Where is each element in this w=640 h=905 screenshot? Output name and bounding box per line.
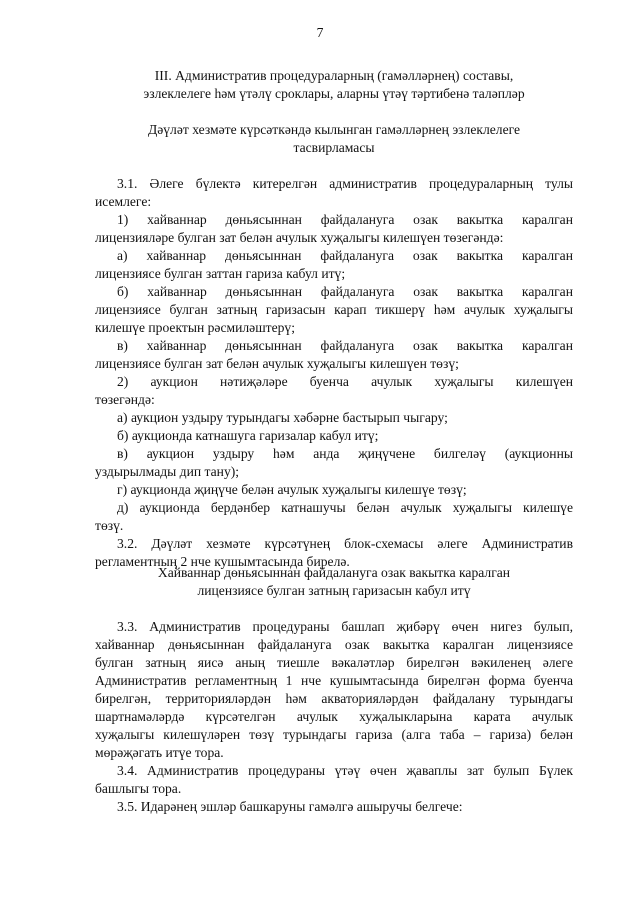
paragraph-line: 3.1. Әлеге бүлектә китерелгән административ процедураларның тулы xyxy=(117,176,573,191)
paragraph-line: булган затның яисә аның тиешле вәкаләтләр бирелгән вәкиленең әлеге xyxy=(95,655,573,670)
subtitle-line: тасвирламасы xyxy=(293,140,375,155)
paragraph-line: төзегәндә: xyxy=(95,392,155,407)
subtitle-line: Дәүләт хезмәте күрсәткәндә кылынган гамәлләрнең эзлеклелеге xyxy=(147,122,521,137)
paragraph xyxy=(95,283,573,337)
paragraph-line: лицензиясе булган заттан гариза кабул итү; xyxy=(95,266,346,281)
paragraph-line: 2) аукцион нәтиҗәләре буенча ачулык хуҗалыгы килешүен xyxy=(117,374,573,389)
subtitle-line: Хайваннар дөньясыннан файдалануга озак вакытка каралган xyxy=(157,565,511,580)
paragraph xyxy=(95,373,573,409)
paragraph-line: мөрәҗәгать итүе тора. xyxy=(95,745,224,760)
paragraph xyxy=(95,427,573,445)
paragraph-line: лицензиясе булган затның гаризасын карап тикшерү һәм ачулык хуҗалыгы xyxy=(95,302,573,317)
paragraph-line: а) хайваннар дөньясыннан файдалануга озак вакытка каралган xyxy=(117,248,573,263)
section-title xyxy=(95,67,573,103)
paragraph xyxy=(95,798,573,816)
paragraph-line: шартнамәләрдә күрсәтелгән ачулык хуҗалыкларына карата ачулык xyxy=(95,709,573,724)
paragraph xyxy=(95,337,573,373)
paragraph-line: 3.3. Административ процедураны башлап җибәрү өчен нигез булып, xyxy=(117,619,573,634)
paragraph xyxy=(95,499,573,535)
paragraph-line: хуҗалыгы килешүләрен төзү турындагы гариза (алга таба – гариза) белән xyxy=(95,727,573,742)
body-text-2 xyxy=(95,618,573,816)
paragraph-line: б) аукционда катнашуга гаризалар кабул итү; xyxy=(117,428,379,443)
paragraph-line: 3.5. Идарәнең эшләр башкаруны гамәлгә ашыручы белгече: xyxy=(117,799,463,814)
paragraph-line: Административ регламентның 1 нче кушымтасында бирелгән форма буенча xyxy=(95,673,573,688)
section-title-line: III. Административ процедураларның (гамәлләрнең) составы, xyxy=(154,68,514,83)
paragraph-line: килешүе проектын рәсмиләштерү; xyxy=(95,320,296,335)
paragraph-line: исемлеге: xyxy=(95,194,152,209)
paragraph-line: б) хайваннар дөньясыннан файдалануга озак вакытка каралган xyxy=(117,284,573,299)
paragraph-line: 3.4. Административ процедураны үтәү өчен җаваплы зат булып Бүлек xyxy=(117,763,573,778)
paragraph-line: башлыгы тора. xyxy=(95,781,182,796)
paragraph xyxy=(95,211,573,247)
paragraph-line: төзү. xyxy=(95,518,124,533)
paragraph xyxy=(95,481,573,499)
paragraph-line: хайваннар дөньясыннан файдалануга озак вакытка каралган лицензиясе xyxy=(95,637,573,652)
paragraph xyxy=(95,175,573,211)
subtitle-line: лицензиясе булган затның гаризасын кабул итү xyxy=(197,583,471,598)
subtitle xyxy=(95,121,573,157)
paragraph xyxy=(95,247,573,283)
section-title-line: эзлеклелеге һәм үтәлү сроклары, аларны үтәү тәртибенә таләпләр xyxy=(143,86,525,101)
paragraph-line: в) хайваннар дөньясыннан файдалануга озак вакытка каралган xyxy=(117,338,573,353)
paragraph xyxy=(95,409,573,427)
paragraph-line: 1) хайваннар дөньясыннан файдалануга озак вакытка каралган xyxy=(117,212,573,227)
paragraph-line: а) аукцион уздыру турындагы хәбәрне бастырып чыгару; xyxy=(117,410,448,425)
paragraph-line: г) аукционда җиңүче белән ачулык хуҗалыгы килешүе төзү; xyxy=(117,482,467,497)
paragraph-line: д) аукционда бердәнбер катнашучы белән ачулык хуҗалыгы килешүе xyxy=(117,500,573,515)
paragraph-line: лицензияләре булган зат белән ачулык хуҗалыгы килешүен төзегәндә: xyxy=(95,230,504,245)
paragraph-line: уздырылмады дип тану); xyxy=(95,464,240,479)
paragraph-line: бирелгән, территорияләрдән һәм акваторияләрдән файдалану турындагы xyxy=(95,691,573,706)
paragraph xyxy=(95,445,573,481)
paragraph-line: регламентның 2 нче кушымтасында бирелә. xyxy=(95,554,350,569)
paragraph xyxy=(95,762,573,798)
paragraph-line: в) аукцион уздыру һәм анда җиңүчене билгеләү (аукционны xyxy=(117,446,573,461)
paragraph xyxy=(95,618,573,762)
subtitle-intake xyxy=(95,564,573,600)
paragraph-line: 3.2. Дәүләт хезмәте күрсәтүнең блок-схемасы әлеге Административ xyxy=(117,536,573,551)
body-text xyxy=(95,175,573,571)
paragraph-line: лицензиясе булган зат белән ачулык хуҗалыгы килешүен төзү; xyxy=(95,356,459,371)
page-number: 7 xyxy=(316,25,324,40)
